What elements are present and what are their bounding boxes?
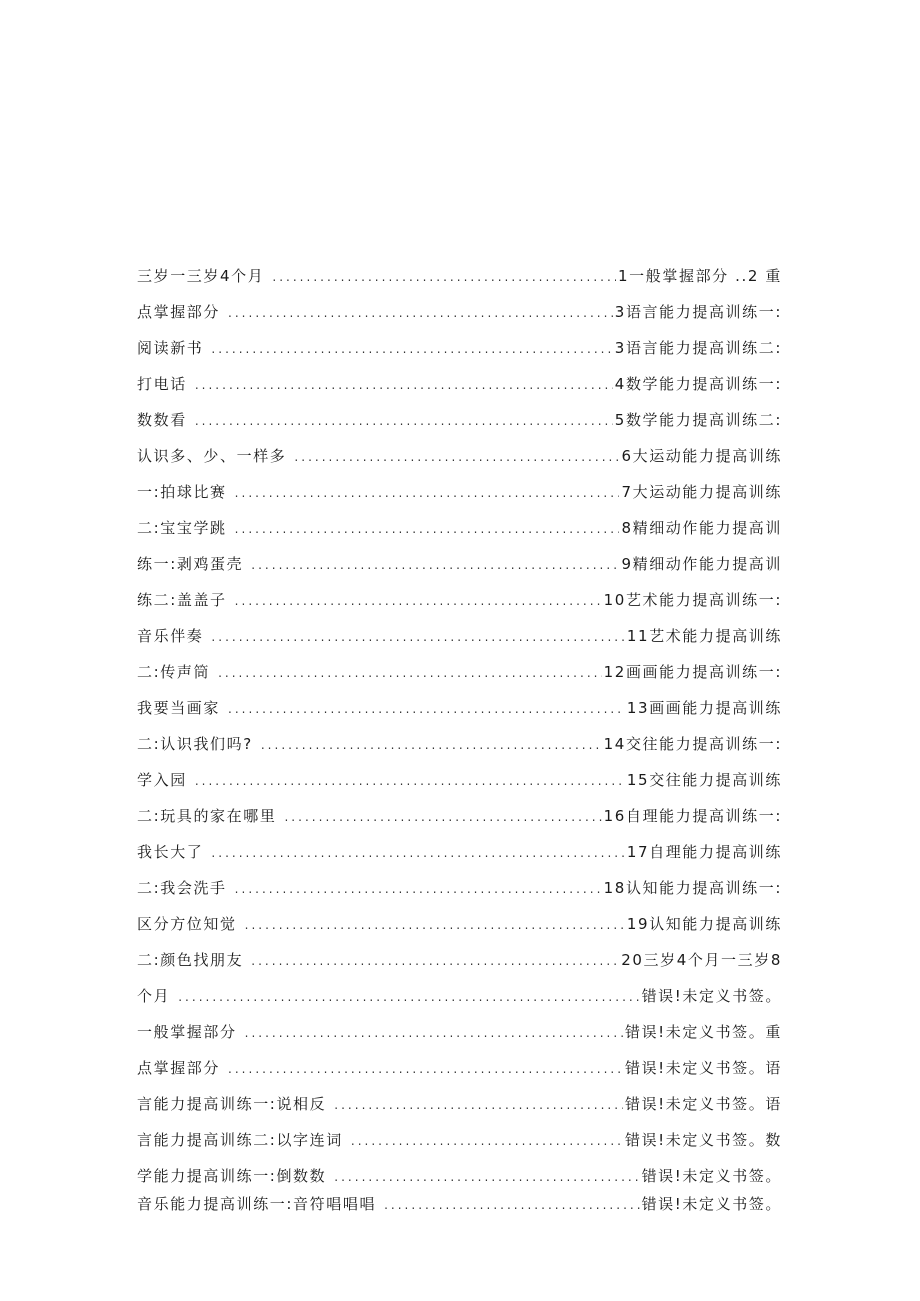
toc-leader-dots [195, 371, 613, 399]
toc-entry[interactable] [137, 1054, 782, 1082]
toc-page-number: 18 [603, 879, 626, 897]
toc-page-number: 10 [603, 591, 626, 609]
toc-entry-continuation: 数 [765, 1131, 782, 1149]
toc-leader-dots [211, 335, 612, 363]
toc-entry[interactable] [137, 730, 782, 758]
toc-entry-title: 音乐能力提高训练一:音符唱唱唱 [137, 1195, 377, 1213]
toc-page-number: 14 [603, 735, 626, 753]
toc-entry-title: 点掌握部分 [137, 1059, 221, 1077]
toc-entry-continuation: 艺术能力提高训练 [649, 627, 782, 645]
toc-entry-title: 言能力提高训练二:以字连词 [137, 1131, 343, 1149]
toc-entry[interactable] [137, 334, 782, 362]
toc-entry-title: 阅读新书 [137, 339, 204, 357]
toc-entry-continuation: 自理能力提高训练 [649, 843, 782, 861]
toc-entry[interactable] [137, 1018, 782, 1046]
toc-leader-dots [235, 479, 620, 507]
toc-entry-title: 二:宝宝学跳 [137, 519, 227, 537]
toc-entry[interactable] [137, 838, 782, 866]
toc-entry[interactable] [137, 442, 782, 470]
toc-entry-title: 点掌握部分 [137, 303, 221, 321]
toc-leader-dots [272, 263, 616, 291]
toc-entry-continuation: 语 [765, 1059, 782, 1077]
toc-leader-dots [261, 731, 602, 759]
toc-entry[interactable] [137, 550, 782, 578]
toc-entry-title: 一:拍球比赛 [137, 483, 227, 501]
toc-entry-title: 二:认识我们吗? [137, 735, 253, 753]
toc-page-number: 5 [614, 411, 626, 429]
toc-entry-continuation: 画画能力提高训练一: [625, 663, 782, 681]
toc-entry-title: 个月 [137, 987, 171, 1005]
toc-entry[interactable] [137, 586, 782, 614]
toc-entry[interactable] [137, 946, 782, 974]
toc-leader-dots [384, 1191, 640, 1219]
toc-page-number: 3 [614, 303, 626, 321]
toc-entry-title: 言能力提高训练一:说相反 [137, 1095, 327, 1113]
toc-entry-title: 我要当画家 [137, 699, 221, 717]
toc-entry[interactable] [137, 514, 782, 542]
toc-page-number: 19 [626, 915, 650, 933]
toc-entry-title: 二:颜色找朋友 [137, 951, 244, 969]
toc-page-number: 1 [618, 267, 630, 285]
toc-leader-dots [211, 839, 624, 867]
toc-entry-continuation: 数学能力提高训练一: [625, 375, 782, 393]
toc-entry[interactable] [137, 262, 782, 290]
toc-entry[interactable] [137, 802, 782, 830]
toc-entry[interactable] [137, 1090, 782, 1118]
toc-leader-dots [235, 515, 620, 543]
toc-entry[interactable] [137, 874, 782, 902]
toc-entry-title: 我长大了 [137, 843, 204, 861]
toc-leader-dots [251, 947, 619, 975]
toc-entry-title: 二:玩具的家在哪里 [137, 807, 277, 825]
toc-entry-title: 学能力提高训练一:倒数数 [137, 1167, 327, 1185]
toc-entry-title: 练二:盖盖子 [137, 591, 227, 609]
toc-leader-dots [235, 587, 602, 615]
toc-entry-continuation: 数学能力提高训练二: [625, 411, 782, 429]
toc-entry[interactable] [137, 406, 782, 434]
toc-entry[interactable] [137, 370, 782, 398]
toc-entry-title: 二:我会洗手 [137, 879, 227, 897]
toc-entry-continuation: 语 [765, 1095, 782, 1113]
toc-entry-continuation: 交往能力提高训练一: [625, 735, 782, 753]
toc-entry-continuation: 一般掌握部分 ..2 重 [629, 267, 782, 285]
toc-page-number: 16 [603, 807, 626, 825]
toc-entry-continuation: 语言能力提高训练一: [625, 303, 782, 321]
toc-entry-continuation: 认知能力提高训练 [649, 915, 782, 933]
toc-entry-continuation: 重 [765, 1023, 782, 1041]
toc-entry-continuation: 艺术能力提高训练一: [625, 591, 782, 609]
toc-page-number: 4 [614, 375, 626, 393]
toc-leader-dots [245, 1019, 623, 1047]
toc-entry[interactable] [137, 658, 782, 686]
toc-entry-title: 打电话 [137, 375, 187, 393]
toc-entry-continuation: 语言能力提高训练二: [625, 339, 782, 357]
toc-entry[interactable] [137, 478, 782, 506]
toc-page-number: 错误!未定义书签。 [641, 1195, 782, 1213]
toc-page-number: 8 [621, 519, 633, 537]
toc-page-number: 3 [614, 339, 626, 357]
toc-entry[interactable] [137, 910, 782, 938]
toc-entry-continuation: 精细动作能力提高训 [632, 519, 782, 537]
toc-leader-dots [334, 1163, 639, 1191]
toc-page-number: 错误!未定义书签。 [624, 1131, 766, 1149]
toc-entry-title: 一般掌握部分 [137, 1023, 237, 1041]
toc-leader-dots [245, 911, 625, 939]
toc-entry[interactable] [137, 694, 782, 722]
toc-entry[interactable] [137, 1126, 782, 1154]
toc-page-number: 错误!未定义书签。 [624, 1023, 766, 1041]
toc-page-number: 12 [603, 663, 626, 681]
toc-leader-dots [218, 659, 602, 687]
toc-entry[interactable] [137, 982, 782, 1010]
toc-entry[interactable] [137, 622, 782, 650]
toc-leader-dots [228, 299, 613, 327]
toc-page-number: 9 [621, 555, 633, 573]
toc-entry[interactable] [137, 298, 782, 326]
toc-entry-title: 练一:剥鸡蛋壳 [137, 555, 244, 573]
toc-entry[interactable] [137, 1190, 782, 1218]
toc-leader-dots [228, 1055, 623, 1083]
toc-page-number: 13 [626, 699, 650, 717]
toc-leader-dots [211, 623, 624, 651]
toc-page-number: 15 [626, 771, 650, 789]
toc-page-number: 17 [626, 843, 650, 861]
toc-entry-continuation: 自理能力提高训练一: [625, 807, 782, 825]
toc-leader-dots [195, 767, 625, 795]
toc-leader-dots [228, 695, 625, 723]
toc-page-number: 20 [621, 951, 644, 969]
toc-page-number: 11 [626, 627, 650, 645]
toc-entry-continuation: 认知能力提高训练一: [625, 879, 782, 897]
toc-entry[interactable] [137, 766, 782, 794]
toc-page-number: 错误!未定义书签。 [624, 1059, 766, 1077]
toc-entry-continuation: 大运动能力提高训练 [632, 447, 782, 465]
toc-page-number: 错误!未定义书签。 [624, 1095, 766, 1113]
toc-leader-dots [334, 1091, 623, 1119]
toc-leader-dots [294, 443, 619, 471]
toc-entry-continuation: 交往能力提高训练 [649, 771, 782, 789]
toc-page-number: 6 [621, 447, 633, 465]
toc-leader-dots [178, 983, 639, 1011]
toc-entry-continuation: 三岁4个月一三岁8 [643, 951, 782, 969]
toc-entry-title: 区分方位知觉 [137, 915, 237, 933]
toc-page-number: 错误!未定义书签。 [641, 1167, 782, 1185]
toc-leader-dots [251, 551, 619, 579]
toc-entry[interactable] [137, 1162, 782, 1190]
toc-entry-title: 二:传声筒 [137, 663, 211, 681]
toc-entry-continuation: 画画能力提高训练 [649, 699, 782, 717]
toc-entry-title: 学入园 [137, 771, 187, 789]
toc-leader-dots [195, 407, 613, 435]
toc-entry-title: 音乐伴奏 [137, 627, 204, 645]
toc-entry-title: 三岁一三岁4个月 [137, 267, 265, 285]
toc-leader-dots [235, 875, 602, 903]
toc-page-number: 错误!未定义书签。 [641, 987, 782, 1005]
toc-entry-title: 数数看 [137, 411, 187, 429]
toc-leader-dots [351, 1127, 623, 1155]
toc-page-number: 7 [621, 483, 633, 501]
toc-entry-title: 认识多、少、一样多 [137, 447, 287, 465]
toc-entry-continuation: 大运动能力提高训练 [632, 483, 782, 501]
toc-leader-dots [284, 803, 601, 831]
toc-entry-continuation: 精细动作能力提高训 [632, 555, 782, 573]
